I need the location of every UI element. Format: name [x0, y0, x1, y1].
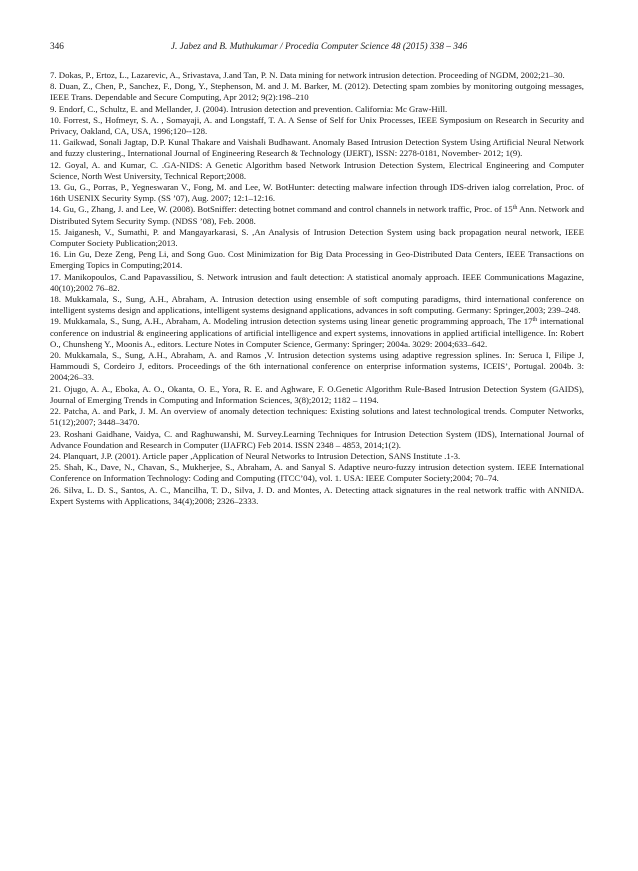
reference-item: 7. Dokas, P., Ertoz, L., Lazarevic, A., Srivastava, J.and Tan, P. N. Data mining for network intrusion detection. Proceeding of NGDM, 2002;21–30. [50, 70, 565, 80]
reference-item: 9. Endorf, C., Schultz, E. and Mellander, J. (2004). Intrusion detection and prevention. California: Mc Graw-Hill. [50, 103, 448, 114]
reference-item: 17. Manikopoulos, C.and Papavassiliou, S. Network intrusion and fault detection: A statistical anomaly approach. IEEE Communications Magazine, 40(10);2002 76–82. [50, 271, 584, 293]
reference-text: 19. Mukkamala, S., Sung, A.H., Abraham, A. Modeling intrusion detection systems using linear genetic programming approach, The 17 [50, 316, 533, 327]
ordinal-suffix: th [532, 317, 538, 324]
reference-item: 11. Gaikwad, Sonali Jagtap, D.P. Kunal Thakare and Vaishali Budhawant. Anomaly Based Intrusion Detection System Using Artificial Neural Network and fuzzy clustering., International Journal of Engineering Research & Technology (IJERT), ISSN: 2278-0181, November- 2012; 1(9). [50, 137, 584, 159]
reference-text: Ann. Network and Distributed Sytem Security Symp. (NDSS ’08), Feb. 2008. [50, 204, 584, 226]
reference-item: 25. Shah, K., Dave, N., Chavan, S., Mukherjee, S., Abraham, A. and Sanyal S. Adaptive neuro-fuzzy intrusion detection system. IEEE International Conference on Information Technology: Coding and Computing (ITCC’04), vol. 1. USA: IEEE Computer Society;2004; 70–74. [50, 462, 584, 484]
reference-list [50, 70, 584, 507]
reference-item: 21. Ojugo, A. A., Eboka, A. O., Okanta, O. E., Yora, R. E. and Aghware, F. O.Genetic Algorithm Rule-Based Intrusion Detection System (GAIDS), Journal of Emerging Trends in Computing and Information Sciences, 3(8);2012; 1182 – 1194. [50, 383, 584, 405]
reference-item: 15. Jaiganesh, V., Sumathi, P. and Mangayarkarasi, S. ,An Analysis of Intrusion Detection System using back propagation neural network, IEEE Computer Society Publication;2013. [50, 226, 584, 249]
reference-item [50, 316, 584, 350]
reference-item: 26. Silva, L. D. S., Santos, A. C., Mancilha, T. D., Silva, J. D. and Montes, A. Detecting attack signatures in the real network traffic with ANNIDA. Expert Systems with Applications, 34(4);2008; 2326–2333. [50, 484, 584, 506]
reference-item: 23. Roshani Gaidhane, Vaidya, C. and Raghuwanshi, M. Survey.Learning Techniques for Intrusion Detection System (IDS), International Journal of Advance Foundation and Research in Computer (IJAFRC) Feb 2014. ISSN 2348 – 4853, 2014;1(2). [50, 428, 584, 450]
reference-item: 8. Duan, Z., Chen, P., Sanchez, F., Dong, Y., Stephenson, M. and J. M. Barker, M. (2012). Detecting spam zombies by monitoring outgoing messages, IEEE Trans. Dependable and Secure Computing, Apr 2012; 9(2):198–210 [50, 81, 584, 103]
reference-item: 18. Mukkamala, S., Sung, A.H., Abraham, A. Intrusion detection using ensemble of soft computing paradigms, third international conference on intelligent systems design and applications, intelligent systems designand applications, advances in soft computing. Germany: Springer,2003; 239–248. [50, 294, 584, 316]
page-number: 346 [50, 42, 64, 52]
reference-item [50, 204, 584, 226]
reference-item: 22. Patcha, A. and Park, J. M. An overview of anomaly detection techniques: Existing solutions and latest technological trends. Computer Networks, 51(12);2007; 3448–3470. [50, 406, 584, 428]
ordinal-suffix: th [512, 205, 518, 212]
reference-item: 12. Goyal, A. and Kumar, C. .GA-NIDS: A Genetic Algorithm based Network Intrusion Detection System, Electrical Engineering and Computer Science, North West University, Technical Report;2008. [50, 159, 584, 181]
reference-text: 14. Gu, G., Zhang, J. and Lee, W. (2008). BotSniffer: detecting botnet command and control channels in network traffic, Proc. of 15 [50, 204, 513, 215]
reference-item: 20. Mukkamala, S., Sung, A.H., Abraham, A. and Ramos ,V. Intrusion detection systems using adaptive regression splines. In: Seruca I, Filipe J, Hammoudi S, Cordeiro J, editors. Proceedings of the 6th international conference on enterprise information systems, ICEIS’, Portugal. 2004b. 3: 2004;26–33. [50, 350, 584, 383]
reference-item: 13. Gu, G., Porras, P., Yegneswaran V., Fong, M. and Lee, W. BotHunter: detecting malware infection through IDS-driven ialog correlation, Proc. of 16th USENIX Security Symp. (SS ’07), Aug. 2007; 12:1–12:16. [50, 182, 584, 204]
reference-item: 16. Lin Gu, Deze Zeng, Peng Li, and Song Guo. Cost Minimization for Big Data Processing in Geo-Distributed Data Centers, IEEE Transactions on Emerging Topics in Computing;2014. [50, 249, 584, 271]
journal-header: J. Jabez and B. Muthukumar / Procedia Computer Science 48 (2015) 338 – 346 [170, 42, 468, 52]
reference-item: 24. Planquart, J.P. (2001). Article paper ,Application of Neural Networks to Intrusion Detection, SANS Institute .1-3. [50, 450, 461, 461]
reference-item: 10. Forrest, S., Hofmeyr, S. A. , Somayaji, A. and Longstaff, T. A. A Sense of Self for Unix Processes, IEEE Symposium on Research in Security and Privacy, Oakland, CA, USA, 1996;120--128. [50, 114, 584, 137]
running-header [50, 40, 588, 54]
reference-text: international conference on industrial & engineering applications of artificial intelligence and expert systems, innovations in applied artificial intelligence. In: Robert O., Chunsheng Y., Moonis A., editors. Lecture Notes in Computer Science, Germany: Springer; 2004a. 3029: 2004;633–642. [50, 316, 584, 349]
